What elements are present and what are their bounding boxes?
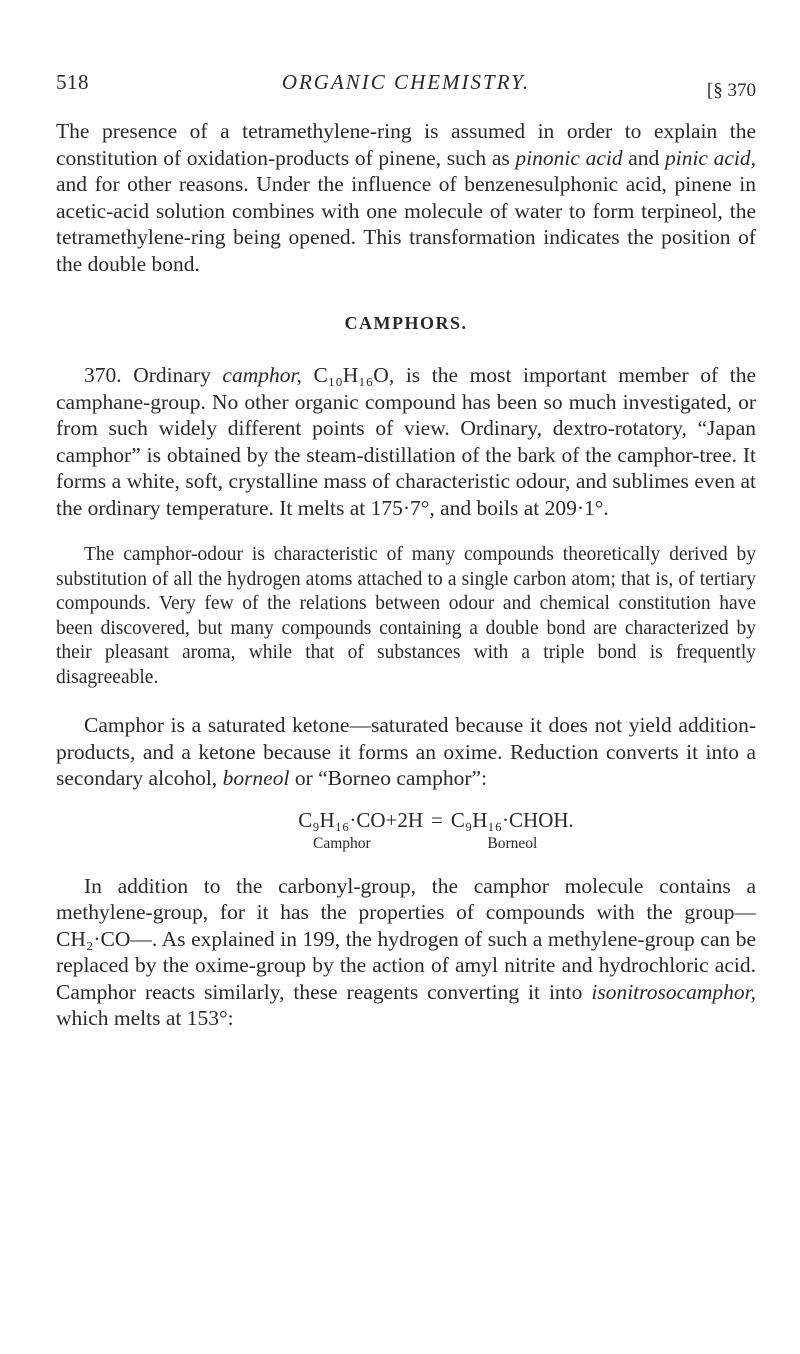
equation-rhs: C₉H₁₆·CHOH. Borneol (450, 807, 574, 852)
paragraph-carbonyl-group: In addition to the carbonyl-group, the camphor molecule contains a methylene-group, for it has the properties of compounds with the group—CH₂·CO—. As explained in 199, the hydrogen of such a methylene-group can be replaced by the oxime-group by the action of amyl nitrite and hydrochloric acid. Camphor reacts similarly, these reagents converting it into isonitrosocamphor, which melts at 153°: (56, 873, 757, 1030)
paragraph-saturated-ketone: Camphor is a saturated ketone—saturated because it does not yield addition-products, and a ketone because it forms an oxime. Reduction converts it into a secondary alcohol, borneol or “Borneo camphor”: (56, 713, 756, 790)
equation-camphor-borneol (116, 808, 756, 853)
camphor-label: Camphor (313, 834, 371, 852)
page-number: 518 (56, 70, 89, 94)
paragraph-camphor-odour: The camphor-odour is characteristic of many compounds theoretically derived by substitution of all the hydrogen atoms attached to a single carbon atom; that is, of tertiary compounds. Very few of the relations between odour and chemical constitution have been discovered, but many compounds containing a double bond are characterized by their pleasant aroma, while that of substances with a triple bond is frequently disagreeable. (56, 544, 756, 688)
paragraph-ordinary-camphor: 370. Ordinary camphor, C₁₀H₁₆O, is the most important member of the camphane-group. No other organic compound has been so much investigated, or from such widely different points of view. Ordinary, dextro-rotatory, “Japan camphor” is obtained by the steam-distillation of the bark of the camphor-tree. It forms a white, soft, crystalline mass of characteristic odour, and sublimes even at the ordinary temperature. It melts at 175·7°, and boils at 209·1°. (56, 363, 756, 520)
paragraph-tetramethylene: The presence of a tetramethylene-ring is assumed in order to explain the constitution of oxidation-products of pinene, such as pinonic acid and pinic acid, and for other reasons. Under the influence of benzenesulphonic acid, pinene in acetic-acid solution combines with one molecule of water to form terpineol, the tetramethylene-ring being opened. This transformation indicates the position of the double bond. (56, 119, 757, 276)
borneol-label: Borneol (487, 834, 538, 852)
equation-plus-term: +2H (385, 807, 424, 832)
running-title: ORGANIC CHEMISTRY. (281, 70, 531, 94)
book-page (56, 70, 756, 1032)
equation-lhs: C₉H₁₆·CO Camphor (298, 807, 386, 852)
equation-equals: = (431, 807, 443, 832)
page-header (56, 70, 756, 118)
section-heading-camphors: CAMPHORS. (344, 313, 468, 333)
section-reference: [§ 370 (706, 80, 756, 101)
